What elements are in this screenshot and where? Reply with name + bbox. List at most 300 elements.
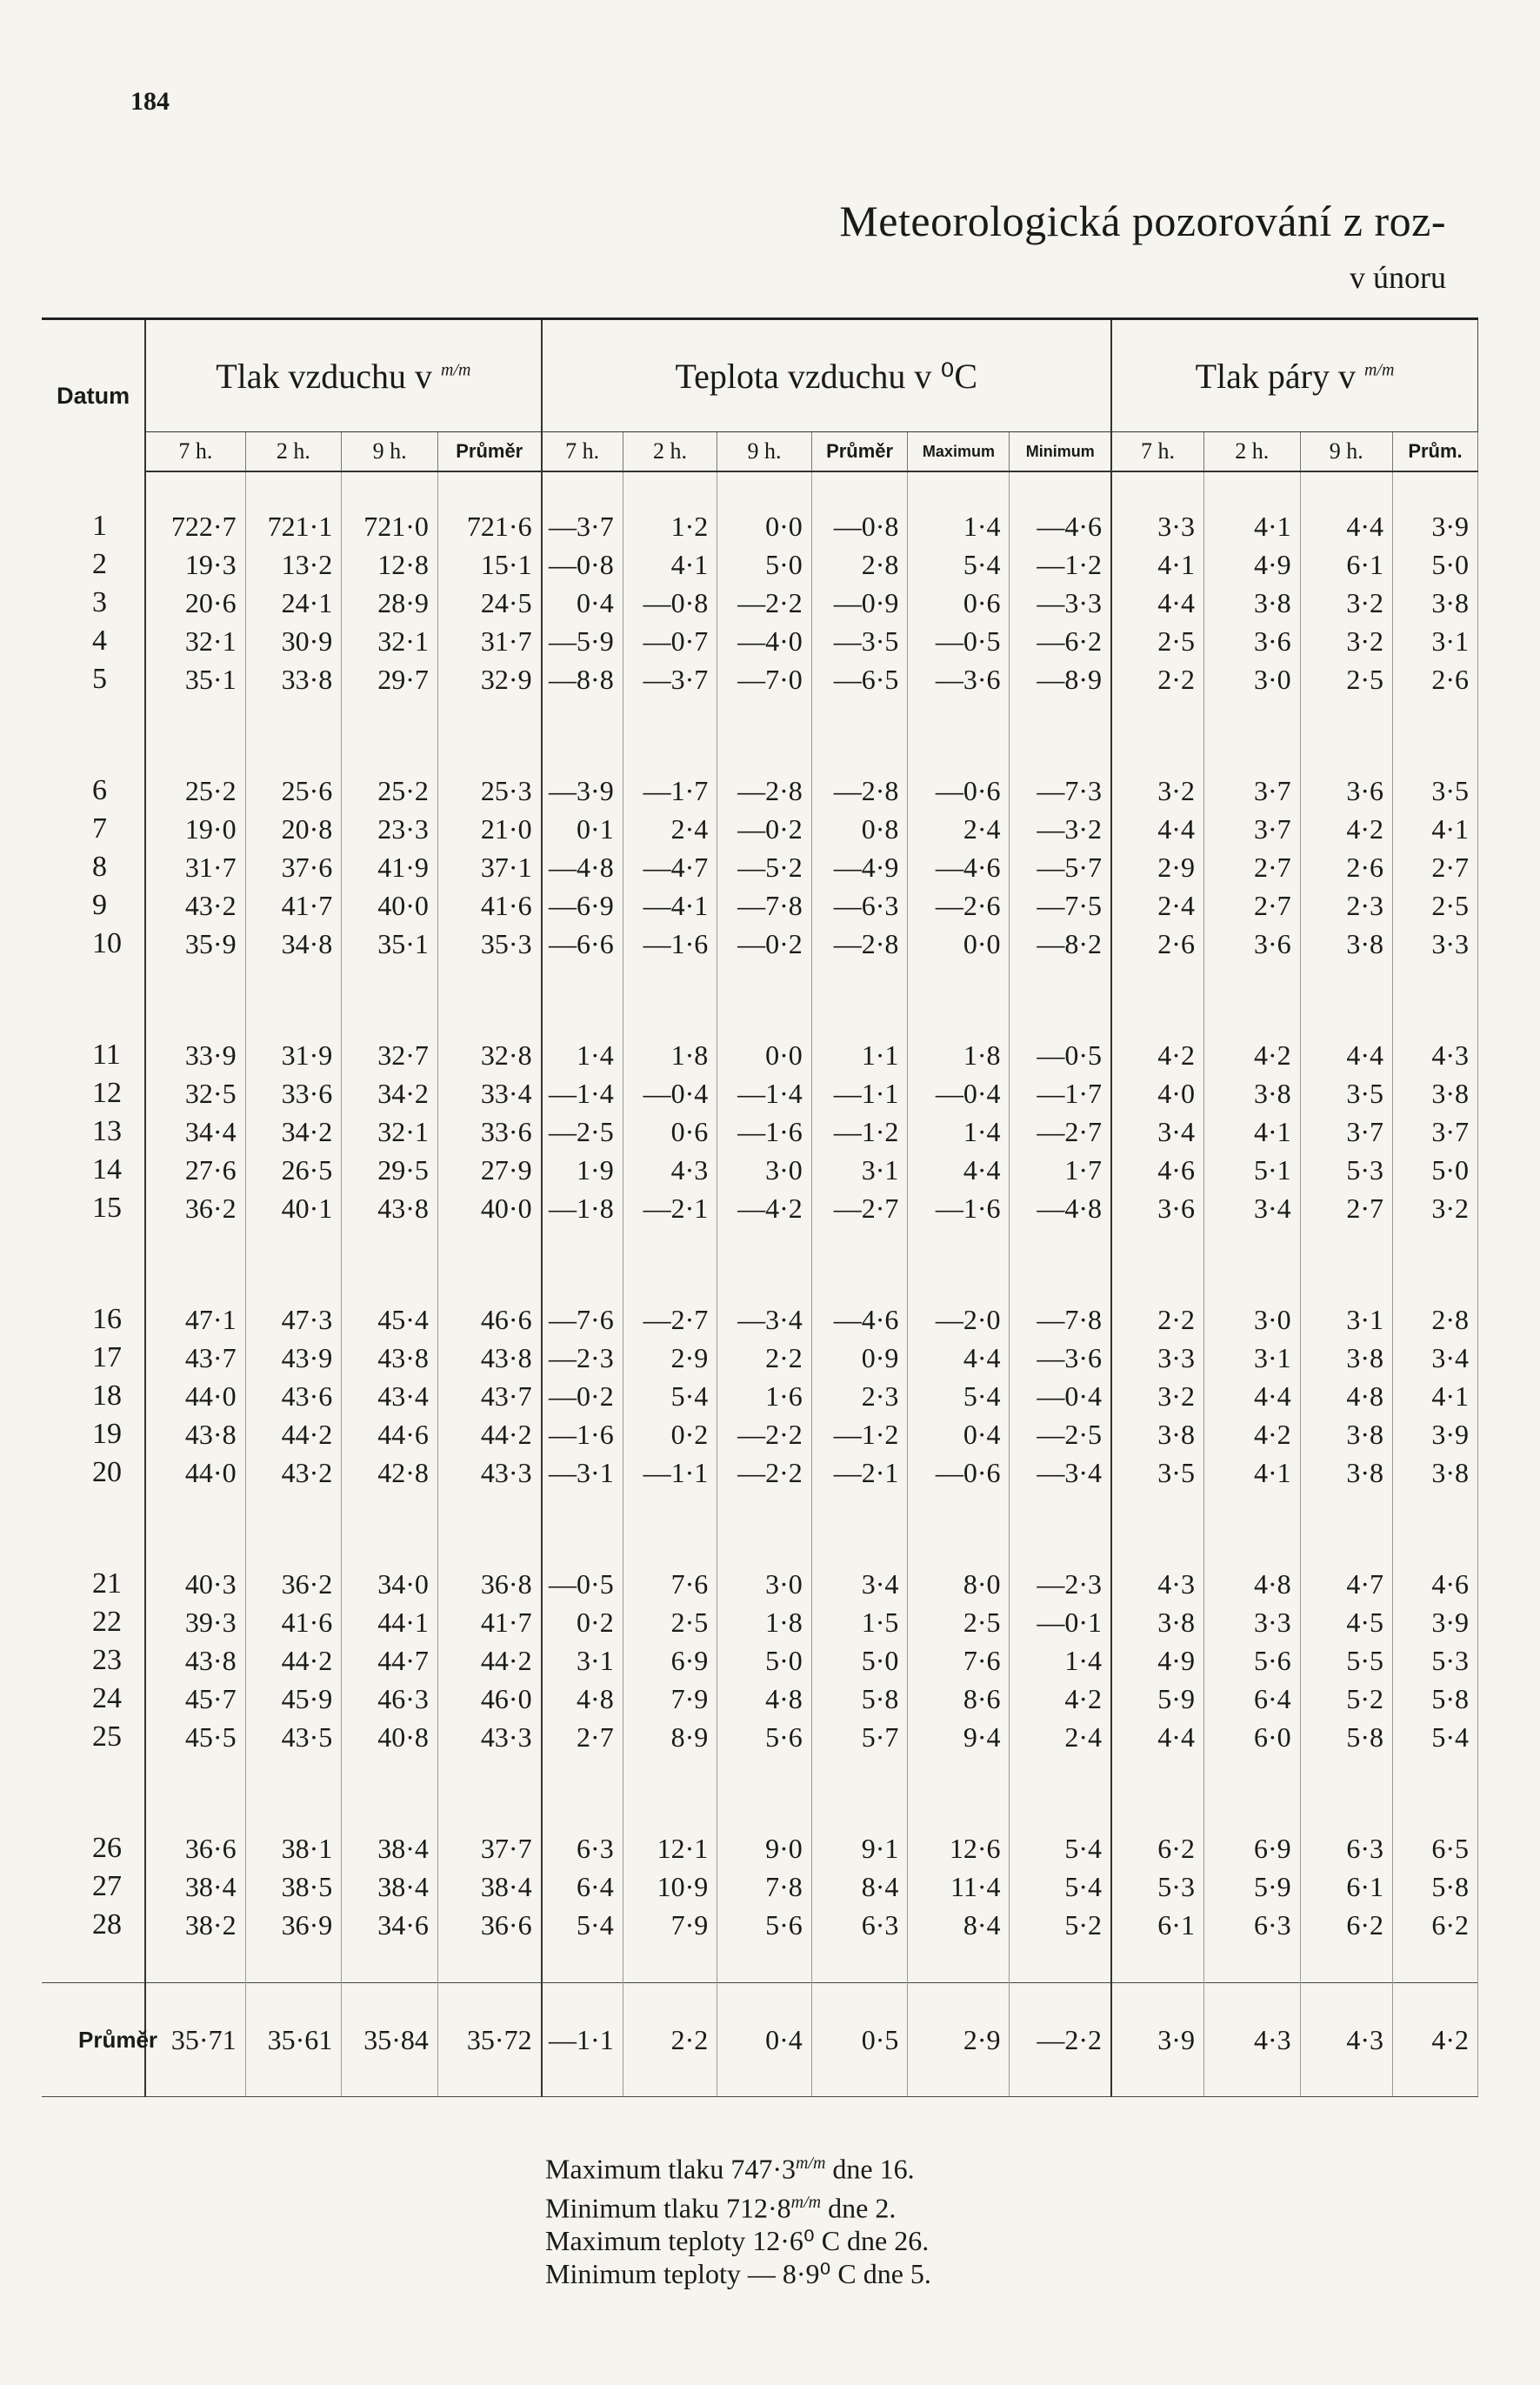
table-row (42, 1680, 1478, 1718)
pressure-cell: 40·0 (342, 886, 438, 925)
pressure-cell: 31·9 (245, 1001, 342, 1074)
pressure-cell: 44·0 (145, 1453, 245, 1530)
day-cell: 27 (42, 1867, 145, 1906)
extreme-unit: m/m (795, 2154, 826, 2173)
table-row (42, 1339, 1478, 1377)
vapor-cell: 2·5 (1111, 622, 1203, 660)
temperature-col-header: 9 h. (717, 432, 812, 472)
pressure-cell: 35·3 (437, 925, 541, 1001)
pressure-cell: 44·2 (245, 1641, 342, 1680)
temperature-cell: 1·4 (908, 1112, 1010, 1151)
temperature-cell: 2·4 (908, 810, 1010, 848)
vapor-cell: 4·6 (1393, 1530, 1478, 1603)
table-row (42, 1266, 1478, 1339)
temperature-cell: —3·4 (1010, 1453, 1111, 1530)
vapor-cell: 3·2 (1393, 1189, 1478, 1266)
extreme-date: dne 5. (863, 2258, 931, 2290)
temperature-cell: 2·7 (542, 1718, 623, 1794)
pressure-cell: 23·3 (342, 810, 438, 848)
average-row (42, 1983, 1478, 2097)
pressure-cell: 31·7 (437, 622, 541, 660)
vapor-cell: 5·0 (1393, 1151, 1478, 1189)
pressure-cell: 29·7 (342, 660, 438, 737)
vapor-cell: 3·7 (1393, 1112, 1478, 1151)
table-row (42, 584, 1478, 622)
extreme-label: Minimum teploty (545, 2258, 741, 2290)
temperature-cell: 4·3 (623, 1151, 717, 1189)
pressure-cell: 33·9 (145, 1001, 245, 1074)
vapor-cell: 3·1 (1203, 1339, 1300, 1377)
table-row (42, 1151, 1478, 1189)
vapor-cell: 3·8 (1300, 1453, 1392, 1530)
vapor-cell: 5·8 (1300, 1718, 1392, 1794)
page-subtitle: v únoru (1350, 260, 1446, 295)
pressure-cell: 43·3 (437, 1453, 541, 1530)
temperature-col-header: 2 h. (623, 432, 717, 472)
vapor-cell: 3·6 (1203, 622, 1300, 660)
temperature-cell: 2·9 (623, 1339, 717, 1377)
temperature-cell: 1·4 (908, 471, 1010, 545)
pressure-cell: 44·6 (342, 1415, 438, 1453)
average-cell: 35·61 (245, 1983, 342, 2097)
pressure-cell: 33·4 (437, 1074, 541, 1112)
day-cell: 20 (42, 1453, 145, 1530)
temperature-cell: 5·0 (717, 545, 812, 584)
pressure-cell: 12·8 (342, 545, 438, 584)
temperature-cell: 1·1 (811, 1001, 908, 1074)
temperature-header-label: Teplota vzduchu v (675, 356, 932, 396)
pressure-cell: 27·9 (437, 1151, 541, 1189)
pressure-cell: 38·1 (245, 1794, 342, 1867)
vapor-cell: 3·4 (1111, 1112, 1203, 1151)
table-row (42, 886, 1478, 925)
average-cell: 2·9 (908, 1983, 1010, 2097)
temperature-cell: —0·8 (623, 584, 717, 622)
vapor-cell: 4·1 (1203, 1453, 1300, 1530)
temperature-cell: 1·6 (717, 1377, 812, 1415)
pressure-cell: 41·7 (245, 886, 342, 925)
pressure-cell: 41·9 (342, 848, 438, 886)
temperature-cell: —0·8 (542, 545, 623, 584)
pressure-cell: 20·6 (145, 584, 245, 622)
vapor-cell: 5·6 (1203, 1641, 1300, 1680)
day-cell: 8 (42, 848, 145, 886)
temperature-cell: 4·1 (623, 545, 717, 584)
vapor-cell: 4·4 (1300, 1001, 1392, 1074)
extreme-line (545, 2186, 931, 2225)
temperature-unit: ⁰C (940, 356, 978, 396)
pressure-cell: 32·7 (342, 1001, 438, 1074)
temperature-cell: —2·5 (1010, 1415, 1111, 1453)
temperature-cell: 6·3 (542, 1794, 623, 1867)
vapor-cell: 4·5 (1300, 1603, 1392, 1641)
vapor-cell: 3·2 (1300, 584, 1392, 622)
pressure-cell: 30·9 (245, 622, 342, 660)
temperature-cell: 4·2 (1010, 1680, 1111, 1718)
table-row (42, 810, 1478, 848)
temperature-cell: 4·8 (717, 1680, 812, 1718)
temperature-cell: 0·4 (542, 584, 623, 622)
vapor-cell: 6·1 (1300, 1867, 1392, 1906)
temperature-cell: 11·4 (908, 1867, 1010, 1906)
temperature-cell: —1·8 (542, 1189, 623, 1266)
day-cell: 21 (42, 1530, 145, 1603)
day-cell: 7 (42, 810, 145, 848)
temperature-cell: —4·7 (623, 848, 717, 886)
temperature-cell: 2·4 (1010, 1718, 1111, 1794)
temperature-cell: —0·2 (717, 925, 812, 1001)
temperature-cell: 1·8 (717, 1603, 812, 1641)
temperature-cell: 7·8 (717, 1867, 812, 1906)
temperature-cell: —5·7 (1010, 848, 1111, 886)
temperature-cell: —0·6 (908, 737, 1010, 810)
pressure-cell: 44·2 (437, 1415, 541, 1453)
pressure-cell: 46·3 (342, 1680, 438, 1718)
temperature-cell: —6·3 (811, 886, 908, 925)
vapor-cell: 5·5 (1300, 1641, 1392, 1680)
pressure-cell: 46·0 (437, 1680, 541, 1718)
temperature-cell: 8·6 (908, 1680, 1010, 1718)
pressure-cell: 43·8 (145, 1415, 245, 1453)
temperature-cell: 7·9 (623, 1906, 717, 1983)
pressure-cell: 43·7 (437, 1377, 541, 1415)
pressure-cell: 34·6 (342, 1906, 438, 1983)
vapor-cell: 4·4 (1111, 584, 1203, 622)
vapor-cell: 3·1 (1393, 622, 1478, 660)
temperature-cell: —3·7 (542, 471, 623, 545)
temperature-cell: 5·4 (1010, 1867, 1111, 1906)
vapor-cell: 3·9 (1393, 1415, 1478, 1453)
pressure-cell: 38·4 (342, 1794, 438, 1867)
temperature-cell: 4·4 (908, 1151, 1010, 1189)
temperature-cell: 10·9 (623, 1867, 717, 1906)
temperature-cell: 0·2 (623, 1415, 717, 1453)
temperature-cell: 6·9 (623, 1641, 717, 1680)
pressure-cell: 28·9 (342, 584, 438, 622)
vapor-col-header: 9 h. (1300, 432, 1392, 472)
table-row (42, 471, 1478, 545)
table-row (42, 1641, 1478, 1680)
temperature-cell: —1·6 (623, 925, 717, 1001)
temperature-cell: —7·5 (1010, 886, 1111, 925)
temperature-cell: 12·1 (623, 1794, 717, 1867)
vapor-cell: 3·2 (1111, 1377, 1203, 1415)
pressure-cell: 41·6 (437, 886, 541, 925)
vapor-cell: 3·6 (1111, 1189, 1203, 1266)
temperature-cell: 1·8 (908, 1001, 1010, 1074)
temperature-cell: —2·7 (1010, 1112, 1111, 1151)
temperature-cell: —3·6 (1010, 1339, 1111, 1377)
pressure-cell: 27·6 (145, 1151, 245, 1189)
vapor-cell: 3·8 (1300, 1339, 1392, 1377)
temperature-cell: —6·6 (542, 925, 623, 1001)
pressure-cell: 37·1 (437, 848, 541, 886)
vapor-cell: 2·7 (1393, 848, 1478, 886)
vapor-cell: 3·8 (1393, 584, 1478, 622)
table-row (42, 1794, 1478, 1867)
table-row (42, 622, 1478, 660)
temperature-cell: 2·8 (811, 545, 908, 584)
vapor-header (1111, 320, 1477, 432)
temperature-cell: —2·6 (908, 886, 1010, 925)
extreme-label: Maximum tlaku (545, 2153, 724, 2185)
pressure-cell: 722·7 (145, 471, 245, 545)
average-cell: 35·72 (437, 1983, 541, 2097)
day-cell: 13 (42, 1112, 145, 1151)
pressure-cell: 43·3 (437, 1718, 541, 1794)
temperature-cell: 5·4 (542, 1906, 623, 1983)
temperature-cell: —3·6 (908, 660, 1010, 737)
temperature-cell: 0·0 (908, 925, 1010, 1001)
temperature-cell: —1·2 (811, 1112, 908, 1151)
vapor-cell: 6·1 (1300, 545, 1392, 584)
pressure-cell: 43·8 (342, 1339, 438, 1377)
vapor-cell: 3·0 (1203, 660, 1300, 737)
pressure-cell: 46·6 (437, 1266, 541, 1339)
pressure-header-label: Tlak vzduchu v (216, 356, 433, 396)
table-row (42, 1718, 1478, 1794)
vapor-cell: 6·3 (1203, 1906, 1300, 1983)
pressure-cell: 38·4 (342, 1867, 438, 1906)
pressure-cell: 38·4 (437, 1867, 541, 1906)
pressure-cell: 32·1 (342, 622, 438, 660)
pressure-cell: 44·2 (437, 1641, 541, 1680)
vapor-cell: 4·0 (1111, 1074, 1203, 1112)
vapor-cell: 6·2 (1300, 1906, 1392, 1983)
temperature-cell: —2·1 (623, 1189, 717, 1266)
table-row (42, 848, 1478, 886)
day-cell: 24 (42, 1680, 145, 1718)
extreme-date: dne 16. (832, 2153, 915, 2185)
extreme-label: Maximum teploty (545, 2225, 746, 2257)
vapor-cell: 4·9 (1111, 1641, 1203, 1680)
vapor-cell: 3·8 (1393, 1074, 1478, 1112)
vapor-cell: 5·3 (1300, 1151, 1392, 1189)
pressure-cell: 35·1 (342, 925, 438, 1001)
temperature-cell: 9·0 (717, 1794, 812, 1867)
extreme-date: dne 2. (828, 2192, 897, 2224)
temperature-cell: 9·4 (908, 1718, 1010, 1794)
pressure-cell: 45·4 (342, 1266, 438, 1339)
pressure-cell: 47·3 (245, 1266, 342, 1339)
average-cell: 35·71 (145, 1983, 245, 2097)
temperature-cell: 5·6 (717, 1906, 812, 1983)
day-cell: 4 (42, 622, 145, 660)
pressure-cell: 34·8 (245, 925, 342, 1001)
observation-table-container (42, 317, 1478, 2097)
vapor-cell: 3·3 (1203, 1603, 1300, 1641)
temperature-cell: 2·5 (908, 1603, 1010, 1641)
average-cell: 2·2 (623, 1983, 717, 2097)
vapor-cell: 2·7 (1203, 886, 1300, 925)
day-cell: 2 (42, 545, 145, 584)
day-cell: 1 (42, 471, 145, 545)
vapor-cell: 5·0 (1393, 545, 1478, 584)
pressure-cell: 34·2 (342, 1074, 438, 1112)
temperature-cell: —2·2 (717, 1415, 812, 1453)
temperature-cell: —0·2 (717, 810, 812, 848)
temperature-cell: —0·5 (1010, 1001, 1111, 1074)
vapor-cell: 3·4 (1203, 1189, 1300, 1266)
temperature-cell: —8·8 (542, 660, 623, 737)
temperature-cell: 5·4 (1010, 1794, 1111, 1867)
temperature-cell: —1·7 (1010, 1074, 1111, 1112)
table-row (42, 925, 1478, 1001)
temperature-cell: —3·3 (1010, 584, 1111, 622)
vapor-cell: 6·0 (1203, 1718, 1300, 1794)
vapor-cell: 5·9 (1203, 1867, 1300, 1906)
pressure-cell: 44·2 (245, 1415, 342, 1453)
pressure-cell: 37·7 (437, 1794, 541, 1867)
vapor-cell: 6·5 (1393, 1794, 1478, 1867)
vapor-cell: 3·8 (1300, 925, 1392, 1001)
day-cell: 15 (42, 1189, 145, 1266)
vapor-cell: 4·9 (1203, 545, 1300, 584)
temperature-cell: 5·0 (811, 1641, 908, 1680)
vapor-cell: 3·8 (1111, 1603, 1203, 1641)
temperature-cell: 3·1 (542, 1641, 623, 1680)
vapor-col-header: Prům. (1393, 432, 1478, 472)
temperature-cell: —0·7 (623, 622, 717, 660)
temperature-cell: —1·6 (542, 1415, 623, 1453)
vapor-cell: 3·5 (1300, 1074, 1392, 1112)
table-row (42, 1001, 1478, 1074)
temperature-cell: —3·5 (811, 622, 908, 660)
vapor-cell: 3·9 (1393, 1603, 1478, 1641)
pressure-cell: 36·9 (245, 1906, 342, 1983)
pressure-cell: 34·4 (145, 1112, 245, 1151)
vapor-cell: 3·2 (1111, 737, 1203, 810)
temperature-cell: —4·6 (908, 848, 1010, 886)
pressure-cell: 34·0 (342, 1530, 438, 1603)
pressure-col-header: 9 h. (342, 432, 438, 472)
vapor-cell: 2·9 (1111, 848, 1203, 886)
vapor-cell: 4·2 (1203, 1415, 1300, 1453)
temperature-cell: —4·9 (811, 848, 908, 886)
pressure-cell: 38·4 (145, 1867, 245, 1906)
table-row (42, 1453, 1478, 1530)
group-header-row (42, 320, 1478, 432)
table-row (42, 1867, 1478, 1906)
vapor-cell: 5·9 (1111, 1680, 1203, 1718)
temperature-cell: 5·4 (908, 545, 1010, 584)
observation-table (42, 320, 1478, 2097)
pressure-cell: 21·0 (437, 810, 541, 848)
temperature-cell: 1·9 (542, 1151, 623, 1189)
temperature-cell: 0·6 (908, 584, 1010, 622)
temperature-cell: —0·5 (908, 622, 1010, 660)
table-row (42, 660, 1478, 737)
pressure-cell: 43·8 (145, 1641, 245, 1680)
pressure-cell: 43·4 (342, 1377, 438, 1415)
pressure-cell: 25·2 (342, 737, 438, 810)
pressure-cell: 40·1 (245, 1189, 342, 1266)
pressure-cell: 25·6 (245, 737, 342, 810)
pressure-cell: 36·2 (145, 1189, 245, 1266)
temperature-cell: —3·1 (542, 1453, 623, 1530)
table-row (42, 1189, 1478, 1266)
day-cell: 17 (42, 1339, 145, 1377)
pressure-cell: 42·8 (342, 1453, 438, 1530)
temperature-cell: 5·4 (623, 1377, 717, 1415)
vapor-cell: 4·4 (1203, 1377, 1300, 1415)
day-cell: 25 (42, 1718, 145, 1794)
temperature-cell: —2·8 (717, 737, 812, 810)
temperature-cell: —2·0 (908, 1266, 1010, 1339)
vapor-cell: 3·4 (1393, 1339, 1478, 1377)
day-cell: 5 (42, 660, 145, 737)
temperature-cell: 5·2 (1010, 1906, 1111, 1983)
vapor-cell: 4·4 (1111, 810, 1203, 848)
pressure-cell: 43·8 (342, 1189, 438, 1266)
temperature-cell: —4·8 (542, 848, 623, 886)
temperature-cell: —1·2 (811, 1415, 908, 1453)
temperature-cell: —2·8 (811, 925, 908, 1001)
temperature-cell: 8·4 (811, 1867, 908, 1906)
extremes-notes (545, 2147, 931, 2290)
extreme-value: — 8·9⁰ C (747, 2258, 857, 2290)
vapor-cell: 2·2 (1111, 660, 1203, 737)
pressure-cell: 34·2 (245, 1112, 342, 1151)
pressure-cell: 43·5 (245, 1718, 342, 1794)
day-cell: 18 (42, 1377, 145, 1415)
temperature-cell: 2·2 (717, 1339, 812, 1377)
pressure-cell: 721·6 (437, 471, 541, 545)
pressure-cell: 38·5 (245, 1867, 342, 1906)
temperature-cell: —3·4 (717, 1266, 812, 1339)
vapor-cell: 3·7 (1203, 737, 1300, 810)
vapor-cell: 4·1 (1393, 1377, 1478, 1415)
temperature-cell: —7·8 (1010, 1266, 1111, 1339)
pressure-cell: 13·2 (245, 545, 342, 584)
vapor-cell: 6·3 (1300, 1794, 1392, 1867)
vapor-cell: 2·3 (1300, 886, 1392, 925)
temperature-cell: —8·2 (1010, 925, 1111, 1001)
day-cell: 3 (42, 584, 145, 622)
temperature-cell: —2·8 (811, 737, 908, 810)
temperature-cell: 0·2 (542, 1603, 623, 1641)
pressure-cell: 19·0 (145, 810, 245, 848)
vapor-cell: 3·0 (1203, 1266, 1300, 1339)
pressure-cell: 32·1 (342, 1112, 438, 1151)
temperature-col-header: Maximum (908, 432, 1010, 472)
temperature-cell: 1·5 (811, 1603, 908, 1641)
vapor-cell: 2·5 (1393, 886, 1478, 925)
temperature-cell: —2·2 (717, 1453, 812, 1530)
temperature-col-header: 7 h. (542, 432, 623, 472)
temperature-cell: 1·4 (1010, 1641, 1111, 1680)
temperature-cell: 1·4 (542, 1001, 623, 1074)
pressure-cell: 47·1 (145, 1266, 245, 1339)
temperature-col-header: Průměr (811, 432, 908, 472)
average-cell: —1·1 (542, 1983, 623, 2097)
extreme-date: dne 26. (847, 2225, 930, 2257)
vapor-cell: 3·3 (1393, 925, 1478, 1001)
extreme-line (545, 2147, 931, 2186)
temperature-cell: 8·4 (908, 1906, 1010, 1983)
vapor-cell: 5·2 (1300, 1680, 1392, 1718)
pressure-cell: 43·7 (145, 1339, 245, 1377)
vapor-cell: 3·8 (1111, 1415, 1203, 1453)
average-cell: 4·2 (1393, 1983, 1478, 2097)
temperature-cell: —7·3 (1010, 737, 1111, 810)
temperature-cell: 2·4 (623, 810, 717, 848)
temperature-cell: —2·5 (542, 1112, 623, 1151)
pressure-cell: 721·0 (342, 471, 438, 545)
temperature-cell: —0·8 (811, 471, 908, 545)
table-row (42, 1377, 1478, 1415)
extreme-unit: m/m (790, 2192, 822, 2212)
